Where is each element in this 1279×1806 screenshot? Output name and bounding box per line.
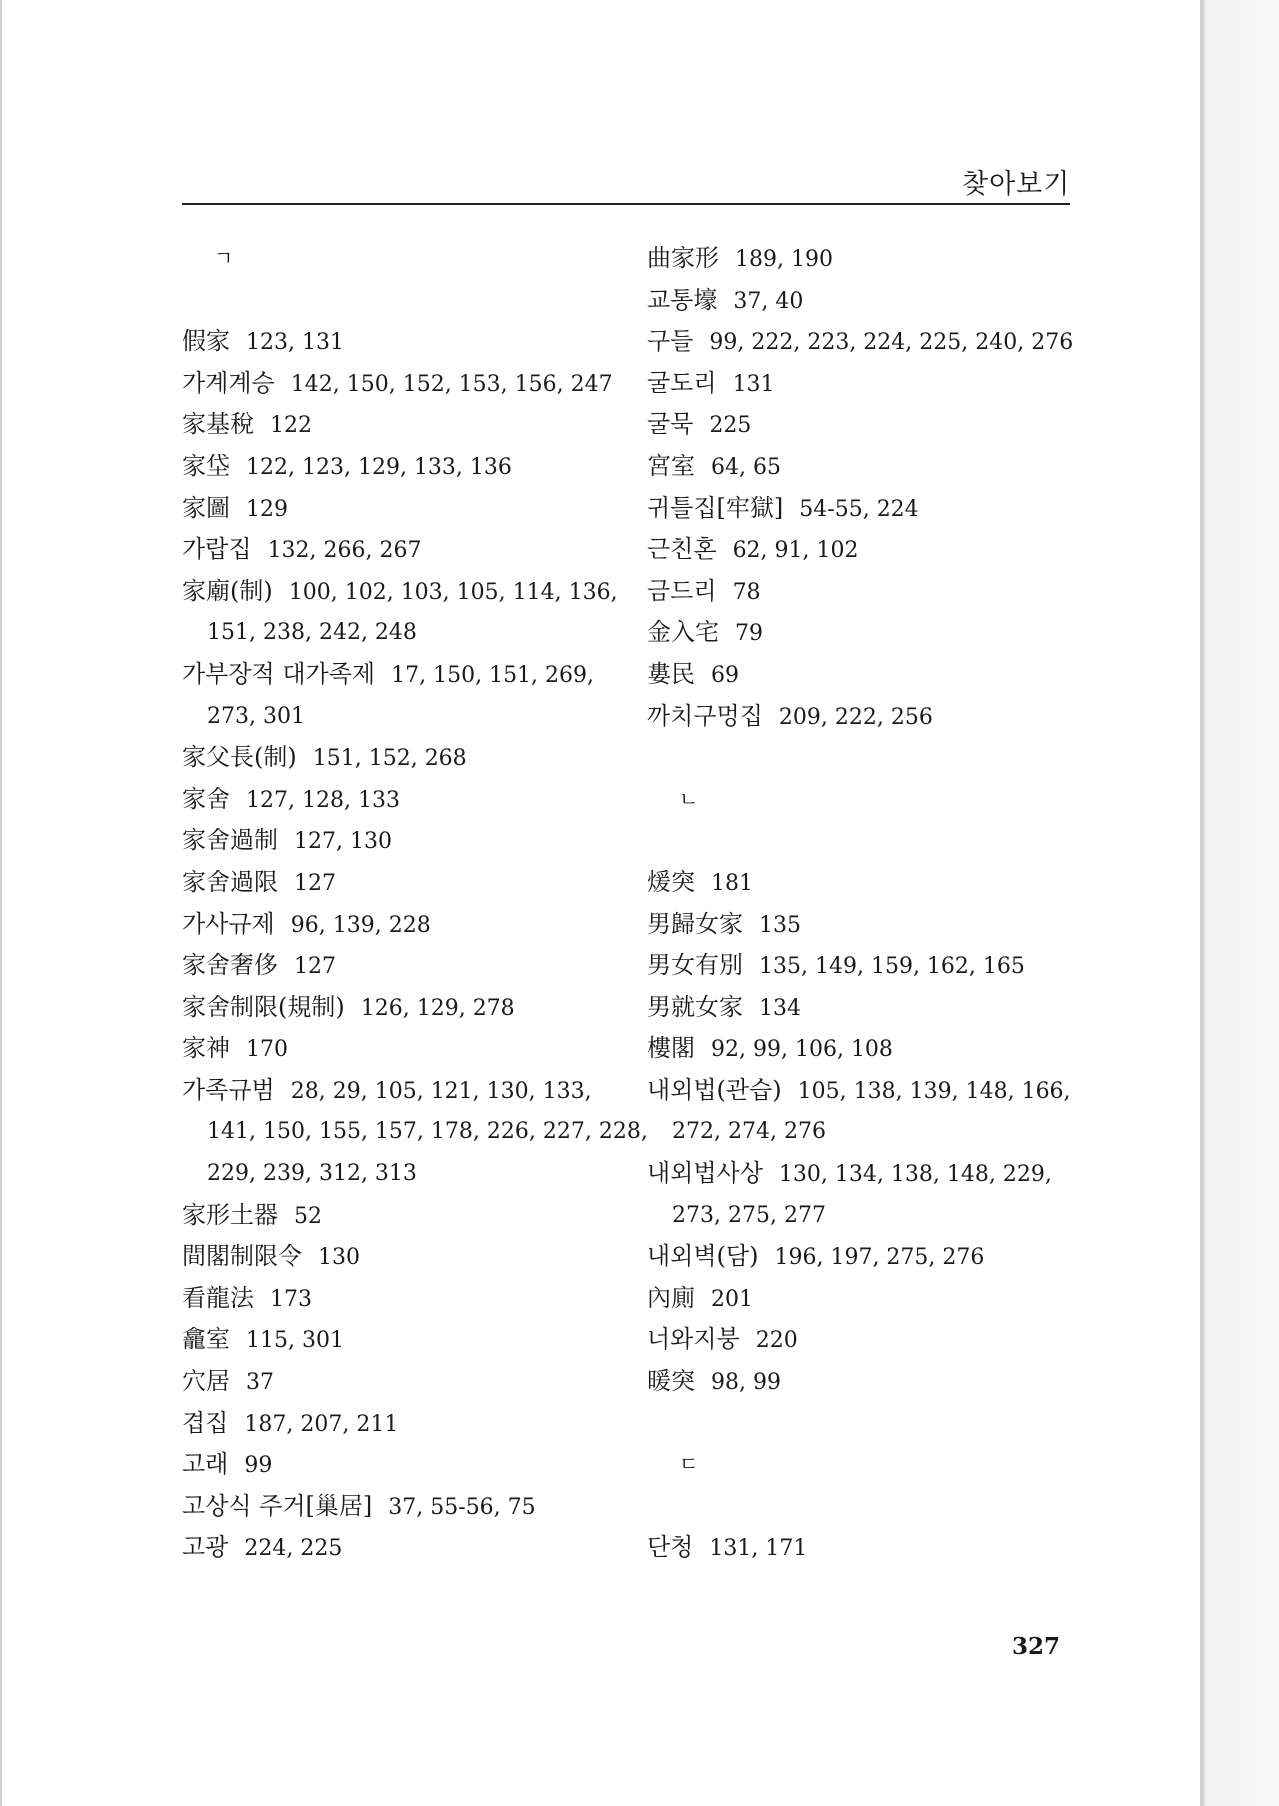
index-entry [647,987,1087,1029]
index-entry-pages: 273, 275, 277 [672,1202,826,1228]
index-entry-pages: 130 [318,1245,360,1271]
page-edge-shadow [1200,0,1279,1806]
page-number: 327 [1012,1633,1061,1660]
index-entry-pages: 126, 129, 278 [360,995,515,1021]
index-entry-pages: 135 [759,912,801,938]
index-entry-term: 내외벽(담) [647,1242,759,1271]
index-entry-pages: 62, 91, 102 [732,538,859,564]
index-entry-pages: 187, 207, 211 [244,1411,399,1437]
index-entry [182,529,622,571]
index-entry-term: 內廁 [647,1283,695,1312]
index-entry-pages: 132, 266, 267 [267,538,422,564]
index-entry-term: 굴묵 [647,410,694,439]
index-entry-pages: 273, 301 [207,703,305,729]
index-entry-pages: 272, 274, 276 [672,1119,826,1145]
index-entry-pages: 100, 102, 103, 105, 114, 136, [288,579,618,605]
index-entry-pages: 141, 150, 155, 157, 178, 226, 227, 228, [207,1119,648,1145]
index-entry-pages: 17, 150, 151, 269, [391,662,595,688]
index-entry [647,612,1087,654]
index-entry [647,1236,1087,1278]
index-entry [182,1527,622,1569]
index-entry [647,571,1087,613]
index-entry-term: 家圖 [182,493,230,522]
index-entry-pages: 181 [711,870,753,896]
index-entry-pages: 173 [270,1286,312,1312]
running-head: 찾아보기 [962,169,1071,200]
index-entry [647,280,1087,322]
index-entry [647,529,1087,571]
index-entry-continuation [182,1153,622,1195]
index-entry [647,1028,1087,1070]
index-entry-pages: 96, 139, 228 [290,912,431,938]
index-entry [647,1070,1087,1112]
index-entry [647,446,1087,488]
index-entry-term: 家舍過制 [182,826,278,855]
index-entry-term: 家基稅 [182,410,254,439]
index-entry-pages: 127, 130 [294,829,392,855]
index-entry [647,321,1087,363]
index-entry-term: 고광 [182,1533,229,1562]
index-entry-term: 근친혼 [647,535,717,564]
index-entry [647,1319,1087,1361]
index-entry [647,1153,1087,1195]
index-entry-term: 가부장적 대가족제 [182,659,376,688]
index-entry-pages: 134 [759,995,801,1021]
index-entry-pages: 37, 55-56, 75 [388,1494,536,1520]
index-entry [647,862,1087,904]
index-entry-pages: 69 [711,662,739,688]
index-entry [647,404,1087,446]
index-entry [647,238,1087,280]
index-entry-term: 귀틀집[牢獄] [647,493,784,522]
index-entry [182,945,622,987]
index-entry [182,1070,622,1112]
index-entry-term: 家舍制限(規制) [182,992,345,1021]
index-entry-pages: 225 [709,413,752,439]
index-entry-continuation [647,1195,1087,1237]
index-section-heading: ㄷ [679,1452,699,1477]
index-entry-term: 婁民 [647,659,695,688]
index-entry-term: 고래 [182,1450,229,1479]
index-entry-pages: 127 [294,954,336,980]
index-entry-term: 樓閣 [647,1034,695,1063]
index-entry-pages: 142, 150, 152, 153, 156, 247 [290,371,613,397]
index-column-right [647,238,1087,1569]
index-entry-pages: 224, 225 [244,1536,343,1562]
index-entry-term: 내외법(관습) [647,1075,782,1104]
index-entry-term: 間閣制限令 [182,1242,302,1271]
index-entry [182,654,622,696]
index-entry-term: 假家 [182,327,230,356]
index-entry [182,1236,622,1278]
index-entry [182,1444,622,1486]
index-entry-continuation [182,1111,648,1153]
index-entry [182,1028,622,1070]
index-entry-term: 家舍過限 [182,867,278,896]
index-entry [182,737,622,779]
index-entry-pages: 64, 65 [711,454,781,480]
index-entry-term: 가랍집 [182,535,252,564]
index-entry-pages: 229, 239, 312, 313 [207,1161,417,1187]
index-entry-pages: 123, 131 [246,330,344,356]
index-entry-pages: 151, 238, 242, 248 [207,620,417,646]
index-entry-term: 男歸女家 [647,909,743,938]
index-entry-term: 家舍 [182,784,230,813]
index-spacer [182,280,622,322]
index-entry-term: 까치구멍집 [647,701,763,730]
index-section-heading: ㄴ [679,786,699,811]
index-entry-term: 暖突 [647,1367,695,1396]
index-entry [182,321,622,363]
index-section-heading: ㄱ [214,246,234,270]
index-entry-pages: 99 [244,1453,273,1479]
index-entry [182,446,622,488]
index-entry [182,862,622,904]
index-entry [182,1278,622,1320]
index-entry-pages: 209, 222, 256 [778,704,933,730]
index-entry-pages: 189, 190 [735,247,833,272]
index-entry [182,488,622,530]
index-entry-pages: 131 [732,371,775,397]
index-entry-term: 金入宅 [647,618,719,647]
index-entry-pages: 54-55, 224 [799,496,919,522]
index-entry-pages: 170 [246,1037,288,1063]
index-entry-continuation [182,696,622,738]
index-entry-term: 굴도리 [647,368,717,397]
index-entry-pages: 79 [735,621,763,647]
index-entry-pages: 99, 222, 223, 224, 225, 240, 276 [709,330,1074,356]
index-entry [182,1319,622,1361]
index-entry-term: 男就女家 [647,992,743,1021]
index-entry [182,571,622,613]
index-entry-term: 家垈 [182,451,230,480]
index-spacer [647,1403,1087,1445]
index-entry-term: 가족규범 [182,1075,275,1104]
index-entry-pages: 37 [246,1370,274,1396]
index-entry [182,404,622,446]
index-entry-pages: 130, 134, 138, 148, 229, [778,1162,1052,1188]
index-spacer [647,820,1087,862]
index-entry-pages: 115, 301 [246,1328,344,1354]
index-entry-continuation [647,1111,1087,1153]
index-entry-term: 구들 [647,327,694,356]
index-entry [182,779,622,821]
index-entry-pages: 37, 40 [733,288,804,314]
index-entry-term: 看龍法 [182,1283,254,1312]
index-entry-term: 男女有別 [647,951,743,980]
index-entry [647,696,1087,738]
index-entry-term: 穴居 [182,1367,230,1396]
index-entry-term: 겹집 [182,1408,229,1437]
index-entry-pages: 98, 99 [711,1370,781,1396]
index-entry-pages: 151, 152, 268 [312,746,467,772]
index-spacer [647,1486,1087,1528]
index-entry-term: 내외법사상 [647,1159,763,1188]
index-entry-pages: 122 [270,413,312,439]
index-entry [647,1278,1087,1320]
index-entry-pages: 196, 197, 275, 276 [774,1245,985,1271]
index-entry-term: 교통壕 [647,285,718,314]
index-entry-term: 曲家形 [647,244,719,272]
index-entry-pages: 127, 128, 133 [246,787,400,813]
index-entry [647,363,1087,405]
index-entry-term: 家父長(制) [182,743,297,772]
index-entry-term: 家形土器 [182,1200,278,1229]
index-entry-term: 가사규제 [182,909,275,938]
index-entry [182,904,622,946]
index-entry [647,945,1087,987]
index-entry-pages: 105, 138, 139, 148, 166, [797,1078,1071,1104]
index-entry [182,1361,622,1403]
index-entry-term: 龕室 [182,1325,230,1354]
index-entry-pages: 220 [755,1328,798,1354]
index-column-left [182,238,648,1569]
index-entry-pages: 129 [246,496,288,522]
index-entry-term: 금드리 [647,576,717,605]
index-entry [182,363,622,405]
index-entry-continuation [182,612,622,654]
index-entry-term: 家神 [182,1034,230,1063]
index-entry-pages: 28, 29, 105, 121, 130, 133, [290,1078,592,1104]
index-entry [647,1527,1087,1569]
index-entry-term: 단청 [647,1533,694,1562]
index-entry-term: 고상식 주거[巢居] [182,1491,373,1520]
index-entry-pages: 131, 171 [709,1536,808,1562]
index-entry [182,1403,622,1445]
index-entry-pages: 127 [294,870,336,896]
index-entry [182,1486,622,1528]
index-entry-pages: 52 [294,1203,322,1229]
index-entry [647,1361,1087,1403]
index-entry [647,904,1087,946]
index-entry [182,1195,622,1237]
index-spacer [647,737,1087,779]
index-entry-pages: 135, 149, 159, 162, 165 [759,954,1025,980]
index-entry-term: 가계계승 [182,368,275,397]
index-entry-term: 家舍奢侈 [182,951,278,980]
index-entry-term: 宮室 [647,451,695,480]
header-rule [182,203,1070,205]
index-entry [182,820,622,862]
index-entry-pages: 201 [711,1286,753,1312]
index-entry-pages: 122, 123, 129, 133, 136 [246,454,512,480]
index-entry [647,488,1087,530]
index-entry [647,654,1087,696]
index-entry-term: 家廟(制) [182,576,273,605]
index-entry-term: 너와지붕 [647,1325,740,1354]
index-entry-pages: 92, 99, 106, 108 [711,1037,893,1063]
index-entry-pages: 78 [732,579,761,605]
index-entry [182,987,622,1029]
index-entry-term: 煖突 [647,867,695,896]
